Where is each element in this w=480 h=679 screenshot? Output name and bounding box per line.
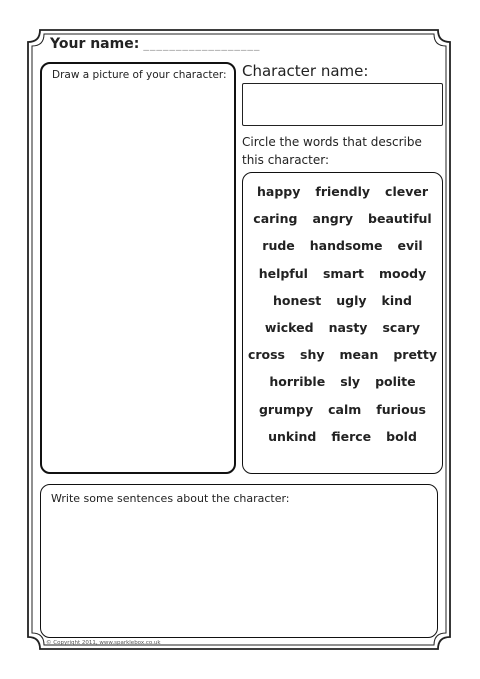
descriptor-word[interactable]: friendly <box>315 184 371 199</box>
character-name-input-box[interactable] <box>242 83 443 126</box>
descriptor-word[interactable]: smart <box>322 265 364 281</box>
circle-words-instruction: Circle the words that describe this character: <box>242 135 422 167</box>
descriptor-word[interactable]: caring <box>253 211 298 227</box>
your-name-label: Your name: <box>50 36 140 52</box>
descriptor-word[interactable]: fierce <box>331 428 372 444</box>
descriptor-word[interactable]: unkind <box>268 428 317 444</box>
descriptor-word[interactable]: furious <box>376 401 426 417</box>
sentences-writing-box[interactable] <box>40 484 438 638</box>
word-row <box>243 374 442 389</box>
draw-character-label: Draw a picture of your character: <box>52 69 227 81</box>
descriptor-word[interactable]: helpful <box>258 265 308 281</box>
descriptor-word[interactable]: honest <box>272 292 322 308</box>
descriptor-word[interactable]: sly <box>340 374 361 390</box>
descriptor-word[interactable]: handsome <box>309 238 383 254</box>
descriptor-word[interactable]: angry <box>312 211 354 227</box>
copyright-text: © Copyright 2011, www.sparklebox.co.uk <box>46 640 161 646</box>
descriptor-word[interactable]: calm <box>328 401 362 417</box>
descriptor-word[interactable]: evil <box>397 238 423 254</box>
character-name-label: Character name: <box>242 62 369 80</box>
descriptor-word[interactable]: wicked <box>264 320 314 335</box>
word-row <box>243 429 442 444</box>
draw-character-box[interactable] <box>40 62 236 474</box>
word-row <box>243 402 442 417</box>
descriptor-word[interactable]: pretty <box>393 347 438 363</box>
descriptor-word[interactable]: happy <box>256 184 301 199</box>
descriptor-word[interactable]: moody <box>378 265 427 281</box>
descriptor-word[interactable]: bold <box>386 428 417 444</box>
descriptor-word[interactable]: clever <box>385 184 428 199</box>
descriptor-word[interactable]: horrible <box>269 374 326 390</box>
your-name-field[interactable] <box>50 36 260 52</box>
word-row <box>243 347 442 362</box>
descriptor-word[interactable]: mean <box>339 347 379 363</box>
descriptor-word[interactable]: polite <box>375 374 416 390</box>
word-row <box>243 293 442 308</box>
your-name-writing-line[interactable]: __________________ <box>143 38 261 51</box>
descriptor-word[interactable]: cross <box>247 347 285 363</box>
descriptor-word[interactable]: rude <box>262 238 295 254</box>
sentences-label: Write some sentences about the character: <box>51 492 290 505</box>
descriptor-word[interactable]: ugly <box>336 292 367 308</box>
descriptor-word[interactable]: scary <box>382 320 421 335</box>
descriptor-word[interactable]: grumpy <box>258 401 314 417</box>
descriptor-word[interactable]: kind <box>381 292 412 308</box>
word-row <box>243 320 442 335</box>
word-row <box>243 238 442 253</box>
word-list-box <box>242 172 443 474</box>
word-row <box>243 266 442 281</box>
descriptor-word[interactable]: nasty <box>328 320 368 335</box>
descriptor-word[interactable]: beautiful <box>368 211 432 227</box>
word-row <box>243 184 442 199</box>
word-row <box>243 211 442 226</box>
descriptor-word[interactable]: shy <box>300 347 325 363</box>
